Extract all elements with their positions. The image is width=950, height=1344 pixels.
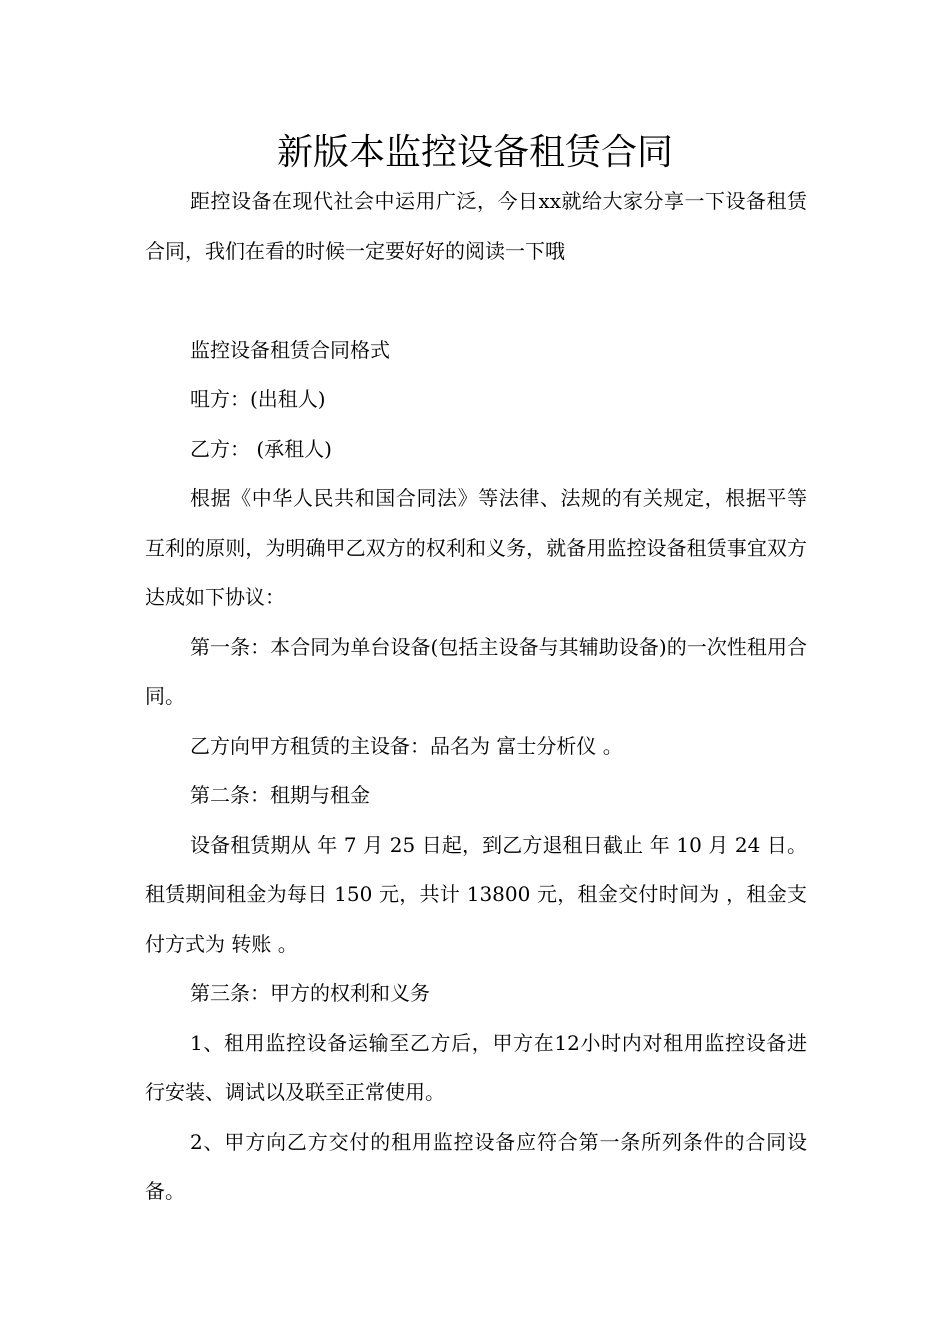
intro-paragraph: 距控设备在现代社会中运用广泛，今日xx就给大家分享一下设备租赁合同，我们在看的时候一定要好好的阅读一下哦: [145, 189, 807, 263]
article-3-heading: 第三条：甲方的权利和义务: [190, 981, 430, 1005]
party-a-line: 咀方：(出租人): [190, 387, 326, 411]
main-equipment-paragraph: 乙方向甲方租赁的主设备：品名为 富士分析仪 。: [190, 733, 623, 758]
article-2-heading: 第二条：租期与租金: [190, 783, 370, 807]
document-body: [145, 177, 807, 1217]
document-title: 新版本监控设备租赁合同: [276, 132, 673, 173]
party-b-line: 乙方： (承租人): [190, 436, 332, 461]
lease-term-paragraph: 设备租赁期从 年 7 月 25 日起，到乙方退租日截止 年 10 月 24 日。租赁期间租金为每日 150 元，共计 13800 元，租金交付时间为 ，租金支付方式为 转账 。: [145, 832, 807, 956]
blank-line: [145, 276, 807, 326]
preamble-paragraph: 根据《中华人民共和国合同法》等法律、法规的有关规定，根据平等互利的原则，为明确甲乙双方的权利和义务，就备用监控设备租赁事宜双方达成如下协议：: [145, 486, 807, 609]
article-1-paragraph: 第一条：本合同为单台设备(包括主设备与其辅助设备)的一次性租用合同。: [145, 634, 807, 708]
obligation-2-paragraph: 2、甲方向乙方交付的租用监控设备应符合第一条所列条件的合同设备。: [145, 1129, 807, 1203]
obligation-1-paragraph: 1、租用监控设备运输至乙方后，甲方在12小时内对租用监控设备进行安装、调试以及联至正常使用。: [145, 1030, 807, 1104]
contract-format-heading: 监控设备租赁合同格式: [190, 337, 390, 362]
